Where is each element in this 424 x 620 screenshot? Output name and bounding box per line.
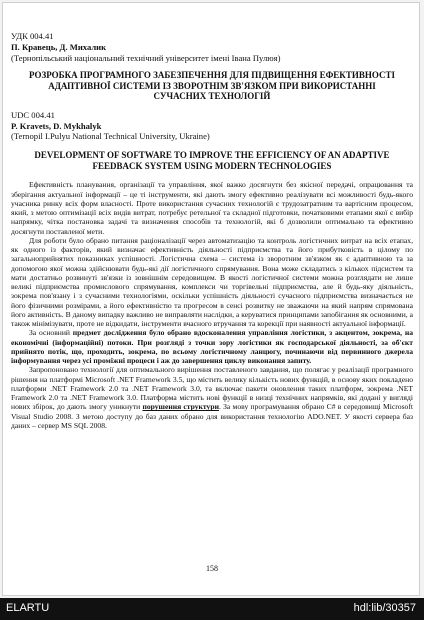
paragraph-4-rest: . За мову програмування обрано С# в середовищі Microsoft Visual Studio 2008. З метою доступу до баз даних обрано для використання технологію ADO.NET. У якості сервера баз даних – сервер MS SQL 2008. (11, 402, 413, 430)
paragraph-3-emphasis: предмет дослідження було обрано вдосконалення управління логістики, з акцентом, зокрема, на економічні (інформаційні) потоки. При розгляді з точки зору логістики як господарської діяльності, за об'єкт прийнято потік, що, проходить, зокрема, по всьому логістичному ланцюгу, починаючи від первинного джерела інформування через усі проміжні процеси і аж до завершення циклу виконання запиту. (11, 328, 414, 366)
paragraph-1: Ефективність планування, організації та управління, якої важко досягнути без якісної передачі, опрацювання та зберігання актуальної інформації – це ті інструменти, які дають змогу ефективно реалізувати всі можливості будь-якого учасника ринку всіх форм власності. Проте використання сучасних технологій є трудозатратним та вартісним процесом, який, з метою оптимізації всіх видів витрат, потребує ретельної та складної підготовки, початковими етапами якої є вибір напрямку, чітка постановка задачі та визначення способів та технологій, які б дозволили оптимально та ефективно досягнути поставленої мети. (11, 180, 413, 236)
affiliation-en: (Ternopil I.Pulyu National Technical University, Ukraine) (11, 131, 210, 142)
paragraph-4-lead: Запропоновано технології для оптимального вирішення поставленого завдання, що полягає у реалізації програмного рішення на платформі Microsoft .NET Framework 3.5, що містить велику кількість нових функцій, в основу яких покладено платформи .NET Framework 2.0 та .NET Framework 3.0, та включає пакети оновлення таких платформ, зокрема .NET Framework 2.0 та .NET Framework 3.0. Платформа містить нові функції в низці технічних напрямків, які додані у вигляді нових збірок, до дають змогу уникнути (11, 365, 413, 412)
udc-en: UDC 004.41 (11, 109, 55, 120)
authors-en: P. Kravets, D. Mykhalyk (11, 120, 102, 131)
footer-repository-name: ELARTU (6, 602, 50, 614)
footer-handle: hdl:lib/30357 (353, 602, 416, 614)
paragraph-4-underlined: порушення структури (142, 402, 219, 412)
paragraph-3 (11, 328, 413, 365)
document-page (2, 2, 420, 596)
paragraph-4 (11, 365, 413, 430)
udc-ua: УДК 004.41 (11, 31, 54, 41)
authors-ua: П. Кравець, Д. Михалик (11, 41, 107, 52)
title-ua: РОЗРОБКА ПРОГРАМНОГО ЗАБЕЗПЕЧЕННЯ ДЛЯ ПІДВИЩЕННЯ ЕФЕКТИВНОСТІ АДАПТИВНОЇ СИСТЕМИ ІЗ ЗВОРОТНІМ ЗВ'ЯЗКОМ ПРИ ВИКОРИСТАННІ СУЧАСНИХ ТЕХНОЛОГІЙ (29, 70, 395, 102)
paragraph-3-lead: За основний (29, 328, 73, 338)
page-content (11, 31, 413, 430)
paragraph-2: Для роботи було обрано питання раціоналізації через автоматизацію та контроль логістичних витрат на всіх етапах, як одного із факторів, який визначає ефективність діяльності підприємства та його прибутковість в цілому по загальноприйнятих показниках успішності. Логістична схема – система із зворотним зв'язком як є адаптивною та за допомогою якої можна здійснювати будь-які дії логістичного спрямування. Вона може складатись з кількох підсистем та мати достатньо розвинуті зв'язки із зовнішнім середовищем. В якості логістичної системи можна розглядати не лише великі підприємства промислового спрямування, комплекси чи торгівельні підприємства, але й будь-яку діяльність, зокрема пов'язану і з сучасними технологіями, оскільки успішність діяльності сучасного підприємства визначається не його фізичними розмірами, а його ефективністю та прогресом в сенсі розвитку не зважаючи на який напрям спрямована його активність. В даному випадку важливо не виправляти наслідки, а керуватися принципами запобігання як основними, а також мінімізувати, проте не відкидати, інструменти вчасного втручання та корекції при наявності актуальної інформації. (11, 235, 413, 329)
affiliation-ua: (Тернопільський національний технічний університет імені Івана Пулюя) (11, 52, 281, 63)
title-en: DEVELOPMENT OF SOFTWARE TO IMPROVE THE EFFICIENCY OF AN ADAPTIVE FEEDBACK SYSTEM USING MODERN TECHNOLOGIES (34, 150, 390, 171)
footer-bar (0, 598, 424, 620)
page-number: 158 (206, 564, 218, 573)
